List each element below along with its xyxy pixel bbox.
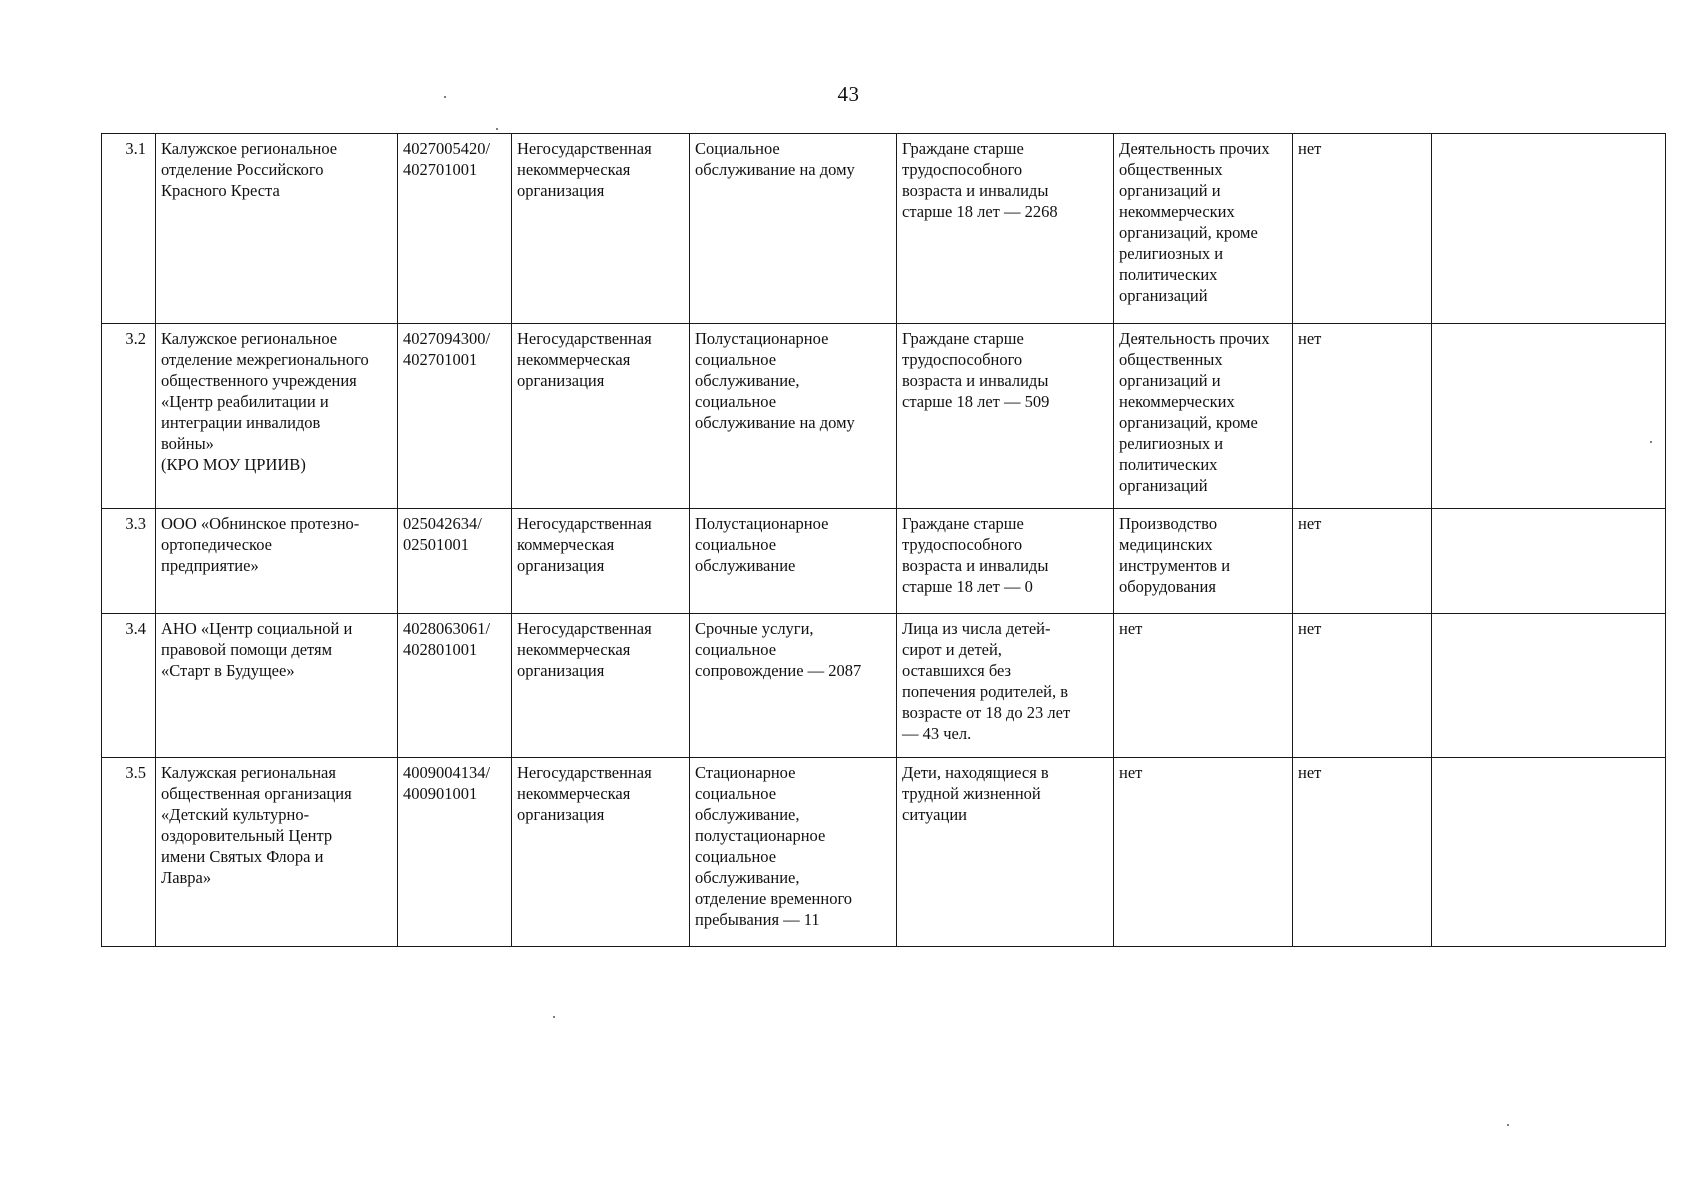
activity-type: Деятельность прочих общественных организаций и некоммерческих организаций, кроме религиозных и политических организаций bbox=[1114, 134, 1293, 324]
organization-form: Негосударственная некоммерческая организация bbox=[512, 758, 690, 947]
column-8-cell: нет bbox=[1293, 134, 1432, 324]
organization-name: Калужское региональное отделение Российского Красного Креста bbox=[156, 134, 398, 324]
column-9-cell bbox=[1432, 134, 1666, 324]
service-form: Полустационарное социальное обслуживание, социальное обслуживание на дому bbox=[690, 324, 897, 509]
inn-kpp: 025042634/ 02501001 bbox=[398, 509, 512, 614]
table-row bbox=[102, 509, 1666, 614]
column-8-cell: нет bbox=[1293, 509, 1432, 614]
activity-type: Деятельность прочих общественных организаций и некоммерческих организаций, кроме религиозных и политических организаций bbox=[1114, 324, 1293, 509]
column-8-cell: нет bbox=[1293, 758, 1432, 947]
activity-type: нет bbox=[1114, 758, 1293, 947]
scan-speck bbox=[444, 96, 446, 98]
organization-name: Калужское региональное отделение межрегионального общественного учреждения «Центр реабилитации и интеграции инвалидов войны» (КРО МОУ ЦРИИВ) bbox=[156, 324, 398, 509]
activity-type: Производство медицинских инструментов и оборудования bbox=[1114, 509, 1293, 614]
inn-kpp: 4027005420/ 402701001 bbox=[398, 134, 512, 324]
table-row bbox=[102, 324, 1666, 509]
column-9-cell bbox=[1432, 614, 1666, 758]
column-9-cell bbox=[1432, 758, 1666, 947]
recipients: Дети, находящиеся в трудной жизненной ситуации bbox=[897, 758, 1114, 947]
page-number: 43 bbox=[837, 82, 860, 106]
service-form: Социальное обслуживание на дому bbox=[690, 134, 897, 324]
inn-kpp: 4028063061/ 402801001 bbox=[398, 614, 512, 758]
row-number: 3.2 bbox=[102, 324, 156, 509]
organization-name: АНО «Центр социальной и правовой помощи детям «Старт в Будущее» bbox=[156, 614, 398, 758]
row-number: 3.4 bbox=[102, 614, 156, 758]
column-8-cell: нет bbox=[1293, 324, 1432, 509]
recipients: Лица из числа детей- сирот и детей, оставшихся без попечения родителей, в возрасте от 18 до 23 лет — 43 чел. bbox=[897, 614, 1114, 758]
inn-kpp: 4027094300/ 402701001 bbox=[398, 324, 512, 509]
recipients: Граждане старше трудоспособного возраста и инвалиды старше 18 лет — 509 bbox=[897, 324, 1114, 509]
column-8-cell: нет bbox=[1293, 614, 1432, 758]
service-form: Стационарное социальное обслуживание, полустационарное социальное обслуживание, отделение временного пребывания — 11 bbox=[690, 758, 897, 947]
row-number: 3.3 bbox=[102, 509, 156, 614]
table-row bbox=[102, 134, 1666, 324]
table-row bbox=[102, 758, 1666, 947]
row-number: 3.1 bbox=[102, 134, 156, 324]
activity-type: нет bbox=[1114, 614, 1293, 758]
recipients: Граждане старше трудоспособного возраста и инвалиды старше 18 лет — 2268 bbox=[897, 134, 1114, 324]
organization-name: Калужская региональная общественная организация «Детский культурно- оздоровительный Центр имени Святых Флора и Лавра» bbox=[156, 758, 398, 947]
organization-form: Негосударственная некоммерческая организация bbox=[512, 614, 690, 758]
scan-speck bbox=[553, 1016, 555, 1018]
column-9-cell bbox=[1432, 324, 1666, 509]
recipients: Граждане старше трудоспособного возраста и инвалиды старше 18 лет — 0 bbox=[897, 509, 1114, 614]
service-form: Полустационарное социальное обслуживание bbox=[690, 509, 897, 614]
row-number: 3.5 bbox=[102, 758, 156, 947]
organization-name: ООО «Обнинское протезно- ортопедическое предприятие» bbox=[156, 509, 398, 614]
scan-speck bbox=[1650, 441, 1652, 443]
organization-form: Негосударственная некоммерческая организация bbox=[512, 134, 690, 324]
organization-form: Негосударственная коммерческая организация bbox=[512, 509, 690, 614]
column-9-cell bbox=[1432, 509, 1666, 614]
inn-kpp: 4009004134/ 400901001 bbox=[398, 758, 512, 947]
providers-table bbox=[101, 133, 1666, 947]
organization-form: Негосударственная некоммерческая организация bbox=[512, 324, 690, 509]
table-row bbox=[102, 614, 1666, 758]
service-form: Срочные услуги, социальное сопровождение — 2087 bbox=[690, 614, 897, 758]
scan-speck bbox=[496, 128, 498, 130]
scan-speck bbox=[1507, 1124, 1509, 1126]
